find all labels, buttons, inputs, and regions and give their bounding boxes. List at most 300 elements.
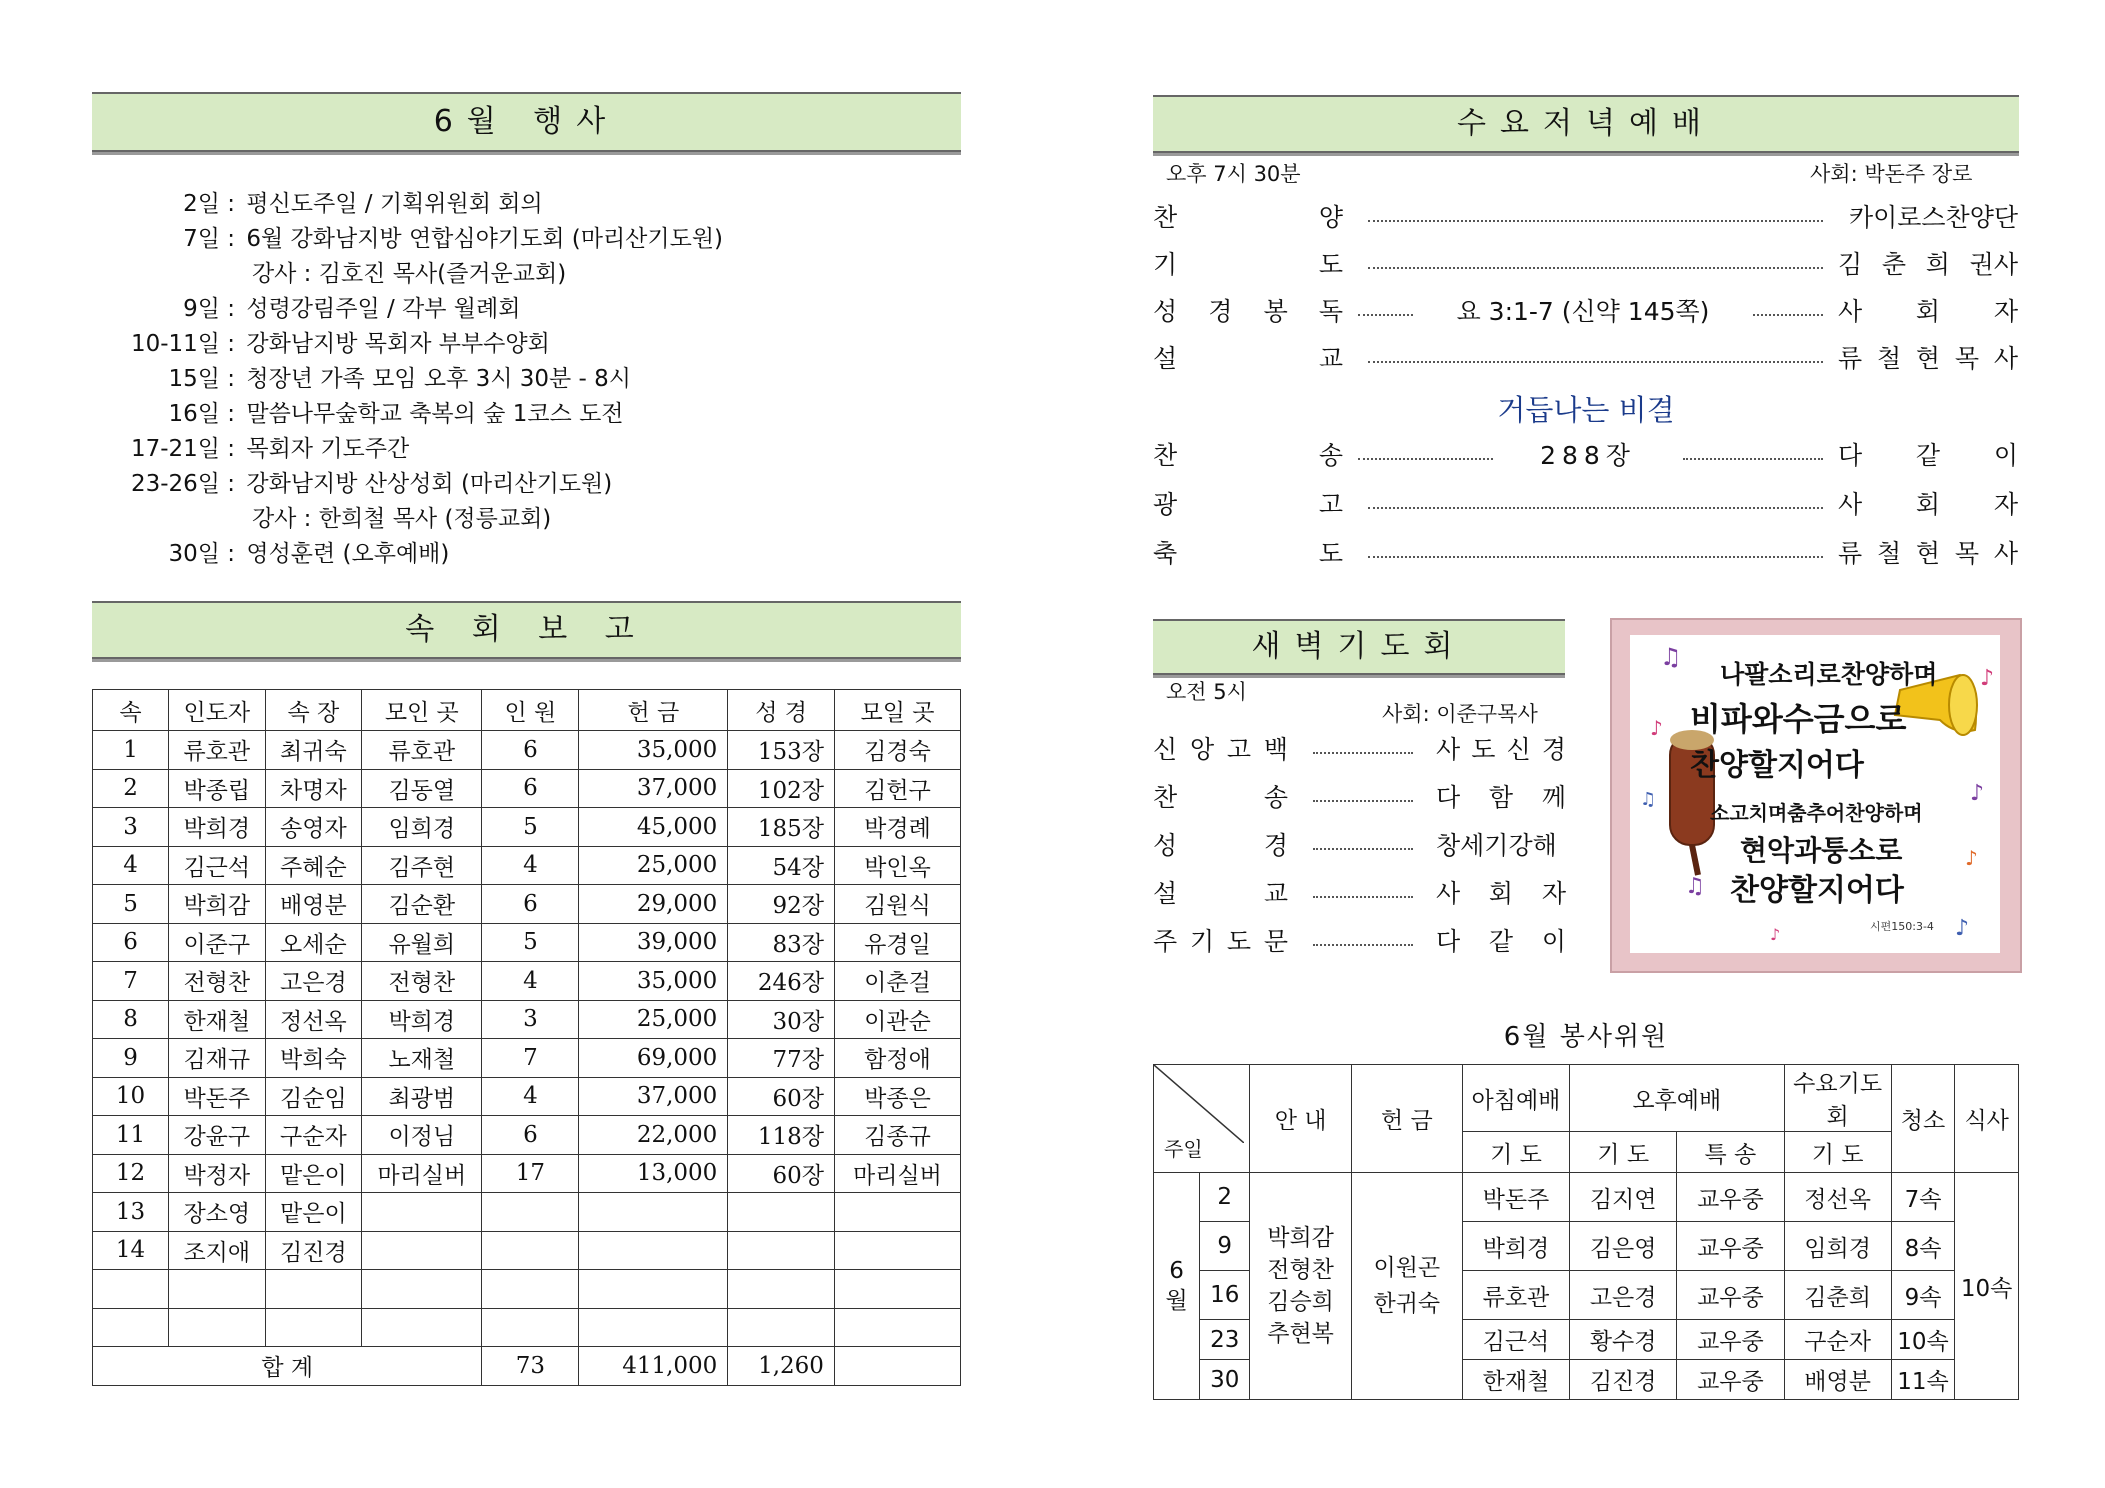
table-cell xyxy=(482,1308,579,1347)
worship-label-char: 설 xyxy=(1153,344,1178,373)
leader-char: 류 xyxy=(1838,539,1863,568)
table-cell: 김종규 xyxy=(834,1116,960,1155)
table-row xyxy=(93,923,961,962)
svg-text:♪: ♪ xyxy=(1650,716,1663,740)
volunteer-cell: 박돈주 xyxy=(1462,1173,1569,1222)
worship-item-label xyxy=(1153,436,1343,472)
table-row xyxy=(93,846,961,885)
worship-item xyxy=(1153,339,2018,383)
table-cell: 전형찬 xyxy=(362,962,482,1001)
event-text: 목회자 기도주간 xyxy=(246,436,410,462)
worship-item-label xyxy=(1153,245,1343,281)
dawn-label-char: 성 xyxy=(1153,831,1178,860)
cell-report-col-header: 성 경 xyxy=(728,690,835,731)
table-cell: 10 xyxy=(93,1077,169,1116)
week-header: 주일 xyxy=(1164,1137,1203,1161)
table-cell: 이관순 xyxy=(834,1000,960,1039)
event-date: 2일 xyxy=(183,191,220,217)
dawn-item-label xyxy=(1153,922,1288,958)
table-cell xyxy=(728,1193,835,1232)
volunteer-cell: 김춘희 xyxy=(1784,1271,1891,1320)
afternoon-pray-sub: 기 도 xyxy=(1570,1132,1677,1173)
event-date: 23-26일 xyxy=(130,471,220,497)
worship-item-leader xyxy=(1838,292,2018,328)
leader-char: 경 xyxy=(1541,735,1566,764)
worship-label-char: 도 xyxy=(1318,539,1343,568)
svg-text:♪: ♪ xyxy=(1980,666,1995,691)
worship-item xyxy=(1153,198,2018,242)
cell-report-col-header: 인도자 xyxy=(169,690,266,731)
volunteer-cell: 정선옥 xyxy=(1784,1173,1891,1222)
table-cell: 5 xyxy=(93,885,169,924)
table-cell: 35,000 xyxy=(579,731,728,770)
table-cell: 11 xyxy=(93,1116,169,1155)
table-cell: 한재철 xyxy=(169,1000,266,1039)
table-row xyxy=(93,769,961,808)
event-item xyxy=(110,397,624,432)
dawn-item-leader xyxy=(1436,730,1566,766)
table-cell: 마리실버 xyxy=(362,1154,482,1193)
table-row xyxy=(93,1077,961,1116)
table-row xyxy=(93,962,961,1001)
table-cell: 박종은 xyxy=(834,1077,960,1116)
worship-item xyxy=(1153,245,2018,289)
volunteers-title: 6월 봉사위원 xyxy=(1503,1022,1669,1052)
event-date: 30일 xyxy=(168,541,220,567)
cell-report-total-row xyxy=(93,1347,961,1386)
wednesday-title: 수요저녁예배 xyxy=(1457,106,1715,141)
leader-char: 이 xyxy=(1541,927,1566,956)
table-cell xyxy=(728,1308,835,1347)
table-cell: 이준구 xyxy=(169,923,266,962)
svg-text:♫: ♫ xyxy=(1685,874,1705,899)
dawn-label-char: 고 xyxy=(1226,735,1252,764)
volunteer-cell: 7속 xyxy=(1891,1173,1955,1222)
meal-cell: 10속 xyxy=(1955,1173,2019,1400)
table-cell: 이춘걸 xyxy=(834,962,960,1001)
svg-text:♪: ♪ xyxy=(1770,925,1781,944)
table-cell xyxy=(93,1308,169,1347)
dawn-item-leader xyxy=(1436,922,1566,958)
table-cell: 조지애 xyxy=(169,1231,266,1270)
june-events-header xyxy=(92,92,961,152)
event-date: 10-11일 xyxy=(130,331,220,357)
table-cell: 37,000 xyxy=(579,1077,728,1116)
table-cell: 마리실버 xyxy=(834,1154,960,1193)
diagonal-line xyxy=(1154,1065,1244,1143)
table-cell xyxy=(362,1270,482,1309)
cell-report-header-row xyxy=(93,690,961,731)
table-cell xyxy=(482,1231,579,1270)
leader-dots xyxy=(1368,220,1823,222)
dawn-item-label xyxy=(1153,826,1288,862)
leader-char: 목 xyxy=(1954,344,1980,373)
total-label: 합 계 xyxy=(93,1347,482,1386)
dawn-item-label xyxy=(1153,874,1288,910)
table-cell: 185장 xyxy=(728,808,835,847)
table-cell: 12 xyxy=(93,1154,169,1193)
table-cell xyxy=(834,1231,960,1270)
leader-char: 목 xyxy=(1954,539,1980,568)
dawn-title: 새벽기도회 xyxy=(1251,629,1467,664)
table-cell: 92장 xyxy=(728,885,835,924)
calligraphy-line-6: 찬양할지어다 xyxy=(1730,873,1904,908)
table-cell: 맡은이 xyxy=(265,1154,362,1193)
table-cell: 9 xyxy=(93,1039,169,1078)
event-colon: : xyxy=(220,226,243,252)
worship-label-char: 봉 xyxy=(1263,297,1288,326)
leader-char: 사 xyxy=(1993,344,2018,373)
table-row xyxy=(93,1193,961,1232)
leader-char: 다 xyxy=(1436,927,1461,956)
worship-item xyxy=(1153,485,2018,529)
dawn-label-char: 신 xyxy=(1153,735,1178,764)
table-row xyxy=(93,1231,961,1270)
worship-item-label xyxy=(1153,198,1343,234)
event-colon: : xyxy=(220,331,243,357)
event-colon xyxy=(220,506,242,532)
event-text: 영성훈련 (오후예배) xyxy=(246,541,450,567)
calligraphy-line-1: 나팔소리로찬양하며 xyxy=(1720,660,1938,689)
worship-item-leader xyxy=(1838,534,2018,570)
table-cell: 6 xyxy=(482,769,579,808)
table-cell: 83장 xyxy=(728,923,835,962)
dawn-item-leader xyxy=(1436,874,1566,910)
dawn-header xyxy=(1153,619,1565,675)
event-item xyxy=(110,327,550,362)
cell-report-col-header: 헌 금 xyxy=(579,690,728,731)
table-cell: 김주현 xyxy=(362,846,482,885)
table-cell xyxy=(834,1270,960,1309)
table-cell: 박정자 xyxy=(169,1154,266,1193)
event-colon: : xyxy=(220,401,243,427)
table-cell: 장소영 xyxy=(169,1193,266,1232)
leader-char: 자 xyxy=(1993,297,2018,326)
dawn-item-label xyxy=(1153,730,1288,766)
svg-text:♪: ♪ xyxy=(1955,916,1970,941)
table-row xyxy=(93,1000,961,1039)
leader-char: 회 xyxy=(1915,490,1941,519)
table-cell: 1 xyxy=(93,731,169,770)
worship-label-char: 기 xyxy=(1153,250,1178,279)
leader-char: 춘 xyxy=(1881,250,1907,279)
table-row xyxy=(93,1154,961,1193)
dawn-label-char: 도 xyxy=(1226,927,1252,956)
table-row xyxy=(93,808,961,847)
volunteers-table xyxy=(1153,1064,2019,1400)
event-text: 강사 : 한희철 목사 (정릉교회) xyxy=(251,506,552,532)
volunteer-cell: 교우중 xyxy=(1677,1222,1784,1271)
table-cell: 최광범 xyxy=(362,1077,482,1116)
worship-label-char: 광 xyxy=(1153,490,1178,519)
event-item xyxy=(110,222,723,257)
afternoon-header: 오후예배 xyxy=(1570,1065,1784,1132)
leader-char: 철 xyxy=(1876,344,1902,373)
table-cell xyxy=(265,1308,362,1347)
leader-dots xyxy=(1753,314,1823,316)
table-cell: 153장 xyxy=(728,731,835,770)
dawn-item-leader xyxy=(1436,826,1566,862)
leader-dots xyxy=(1358,314,1413,316)
worship-label-char: 고 xyxy=(1318,490,1343,519)
leader-char: 이 xyxy=(1993,441,2018,470)
table-cell: 전형찬 xyxy=(169,962,266,1001)
dawn-label-char: 앙 xyxy=(1189,735,1215,764)
dawn-label-char: 백 xyxy=(1263,735,1288,764)
wednesday-header xyxy=(1153,95,2019,153)
wednesday-pray-sub: 기 도 xyxy=(1784,1132,1891,1173)
table-cell: 77장 xyxy=(728,1039,835,1078)
table-cell: 김원식 xyxy=(834,885,960,924)
leader-char: 카이로스찬양단 xyxy=(1848,203,2018,232)
table-row xyxy=(93,1270,961,1309)
table-cell: 13,000 xyxy=(579,1154,728,1193)
volunteer-cell: 한재철 xyxy=(1462,1360,1569,1400)
table-cell: 3 xyxy=(93,808,169,847)
worship-label-char: 성 xyxy=(1153,297,1178,326)
cell-report-title: 속 회 보 고 xyxy=(405,612,648,647)
table-cell xyxy=(834,1193,960,1232)
table-cell: 29,000 xyxy=(579,885,728,924)
volunteer-cell: 30 xyxy=(1200,1360,1250,1400)
table-cell: 박인옥 xyxy=(834,846,960,885)
special-song-sub: 특 송 xyxy=(1677,1132,1784,1173)
leader-dots xyxy=(1368,267,1823,269)
table-cell xyxy=(579,1193,728,1232)
table-cell: 8 xyxy=(93,1000,169,1039)
leader-char: 현 xyxy=(1915,344,1941,373)
table-cell: 류호관 xyxy=(169,731,266,770)
table-cell xyxy=(93,1270,169,1309)
volunteer-cell: 임희경 xyxy=(1784,1222,1891,1271)
table-cell xyxy=(579,1231,728,1270)
svg-text:♪: ♪ xyxy=(1970,781,1985,806)
leader-char: 사 xyxy=(1436,735,1461,764)
cell-report-col-header: 속 xyxy=(93,690,169,731)
table-cell: 박희숙 xyxy=(265,1039,362,1078)
volunteer-cell: 김은영 xyxy=(1570,1222,1677,1271)
table-cell: 3 xyxy=(482,1000,579,1039)
worship-item xyxy=(1153,534,2018,578)
worship-item xyxy=(1153,292,2018,336)
week-header-cell xyxy=(1154,1065,1250,1173)
event-text: 강화남지방 목회자 부부수양회 xyxy=(246,331,550,357)
table-cell: 13 xyxy=(93,1193,169,1232)
calligraphy-image xyxy=(1610,618,2022,973)
table-cell: 4 xyxy=(482,962,579,1001)
volunteer-cell: 2 xyxy=(1200,1173,1250,1222)
leader-char: 창세기강해 xyxy=(1436,831,1557,860)
volunteer-cell: 8속 xyxy=(1891,1222,1955,1271)
worship-item-label xyxy=(1153,292,1343,328)
table-cell: 구순자 xyxy=(265,1116,362,1155)
table-cell: 17 xyxy=(482,1154,579,1193)
event-text: 평신도주일 / 기획위원회 회의 xyxy=(246,191,543,217)
offering-cell: 이원곤 한귀숙 xyxy=(1351,1173,1462,1400)
table-cell: 유월희 xyxy=(362,923,482,962)
worship-item-leader xyxy=(1838,245,2018,281)
leader-char: 신 xyxy=(1506,735,1531,764)
table-cell: 4 xyxy=(482,1077,579,1116)
volunteer-cell: 김진경 xyxy=(1570,1360,1677,1400)
dawn-item xyxy=(1153,874,1565,918)
calligraphy-line-3: 찬양할지어다 xyxy=(1690,748,1864,783)
volunteer-cell: 박희경 xyxy=(1462,1222,1569,1271)
leader-char: 도 xyxy=(1471,735,1496,764)
leader-char: 류 xyxy=(1838,344,1863,373)
worship-item-label xyxy=(1153,485,1343,521)
table-cell xyxy=(482,1270,579,1309)
table-cell: 정선옥 xyxy=(265,1000,362,1039)
leader-char: 다 xyxy=(1838,441,1863,470)
dawn-item xyxy=(1153,730,1565,774)
table-cell: 김순환 xyxy=(362,885,482,924)
dawn-label-char: 설 xyxy=(1153,879,1178,908)
table-cell: 4 xyxy=(482,846,579,885)
leader-dots xyxy=(1358,458,1493,460)
table-cell: 노재철 xyxy=(362,1039,482,1078)
leader-dots xyxy=(1313,800,1413,802)
cell-report-col-header: 모일 곳 xyxy=(834,690,960,731)
worship-item-detail: 요 3:1-7 (신약 145쪽) xyxy=(1456,297,1710,326)
table-cell: 이정님 xyxy=(362,1116,482,1155)
table-cell: 45,000 xyxy=(579,808,728,847)
dawn-label-char: 기 xyxy=(1189,927,1215,956)
table-cell: 102장 xyxy=(728,769,835,808)
table-cell xyxy=(482,1193,579,1232)
leader-char: 사 xyxy=(1838,297,1863,326)
table-cell: 2 xyxy=(93,769,169,808)
table-cell: 39,000 xyxy=(579,923,728,962)
table-cell: 최귀숙 xyxy=(265,731,362,770)
table-cell: 주혜순 xyxy=(265,846,362,885)
sermon-title: 거듭나는 비결 xyxy=(1497,393,1675,427)
dawn-label-char: 문 xyxy=(1263,927,1288,956)
dawn-label-char: 찬 xyxy=(1153,783,1178,812)
dawn-item-label xyxy=(1153,778,1288,814)
calligraphy-line-5: 현악과퉁소로 xyxy=(1740,834,1903,867)
total-offering: 411,000 xyxy=(579,1347,728,1386)
event-text: 말씀나무숲학교 축복의 숲 1코스 도전 xyxy=(246,401,624,427)
cell-report-table xyxy=(92,689,961,1386)
table-cell: 5 xyxy=(482,808,579,847)
calligraphy-line-4: 소고치며춤추어찬양하며 xyxy=(1710,801,1923,825)
worship-label-char: 찬 xyxy=(1153,441,1178,470)
worship-item xyxy=(1153,436,2018,480)
worship-label-char: 독 xyxy=(1318,297,1343,326)
table-cell xyxy=(265,1270,362,1309)
table-cell: 맡은이 xyxy=(265,1193,362,1232)
table-cell: 강윤구 xyxy=(169,1116,266,1155)
june-events-title: 6월 행사 xyxy=(433,104,620,139)
calligraphy-art xyxy=(1630,635,2000,953)
event-item xyxy=(110,362,631,397)
table-cell xyxy=(579,1308,728,1347)
table-cell: 오세순 xyxy=(265,923,362,962)
table-cell: 118장 xyxy=(728,1116,835,1155)
table-cell xyxy=(362,1231,482,1270)
table-cell: 차명자 xyxy=(265,769,362,808)
guide-header: 안 내 xyxy=(1250,1065,1351,1173)
table-cell xyxy=(362,1193,482,1232)
leader-char: 사 xyxy=(1436,879,1461,908)
table-cell: 246장 xyxy=(728,962,835,1001)
worship-item-label xyxy=(1153,534,1343,570)
cell-report-col-header: 인 원 xyxy=(482,690,579,731)
leader-dots xyxy=(1368,507,1823,509)
table-cell: 7 xyxy=(93,962,169,1001)
event-date: 15일 xyxy=(168,366,220,392)
leader-char: 회 xyxy=(1915,297,1941,326)
leader-char: 희 xyxy=(1925,250,1950,279)
dawn-item xyxy=(1153,778,1565,822)
volunteer-cell: 류호관 xyxy=(1462,1271,1569,1320)
event-item xyxy=(110,432,409,467)
svg-text:♪: ♪ xyxy=(1965,846,1978,870)
table-cell: 30장 xyxy=(728,1000,835,1039)
dawn-item xyxy=(1153,922,1565,966)
volunteer-cell: 교우중 xyxy=(1677,1320,1784,1360)
table-cell: 김근석 xyxy=(169,846,266,885)
worship-item-leader xyxy=(1838,198,2018,234)
leader-char: 함 xyxy=(1488,783,1514,812)
worship-item-label xyxy=(1153,339,1343,375)
volunteer-cell: 9속 xyxy=(1891,1271,1955,1320)
table-cell: 6 xyxy=(482,731,579,770)
table-cell xyxy=(579,1270,728,1309)
guide-cell: 박희감 전형찬 김승희 추현복 xyxy=(1250,1173,1351,1400)
event-colon: : xyxy=(220,191,243,217)
leader-char: 회 xyxy=(1488,879,1514,908)
leader-dots xyxy=(1313,944,1413,946)
leader-dots xyxy=(1368,556,1823,558)
volunteer-cell: 교우중 xyxy=(1677,1173,1784,1222)
table-cell: 37,000 xyxy=(579,769,728,808)
dawn-label-char: 경 xyxy=(1263,831,1288,860)
table-cell: 6 xyxy=(482,885,579,924)
event-text: 청장년 가족 모임 오후 3시 30분 - 8시 xyxy=(246,366,632,392)
table-cell: 김경숙 xyxy=(834,731,960,770)
event-item xyxy=(110,187,543,222)
volunteer-cell: 10속 xyxy=(1891,1320,1955,1360)
volunteer-cell: 9 xyxy=(1200,1222,1250,1271)
total-bible: 1,260 xyxy=(728,1347,835,1386)
worship-item-leader xyxy=(1838,339,2018,375)
worship-label-char: 경 xyxy=(1208,297,1233,326)
table-cell xyxy=(169,1308,266,1347)
morning-header: 아침예배 xyxy=(1462,1065,1569,1132)
calligraphy-ref: 시편150:3-4 xyxy=(1870,920,1934,933)
month-cell: 6 월 xyxy=(1154,1173,1200,1400)
table-row xyxy=(93,1039,961,1078)
event-date: 16일 xyxy=(168,401,220,427)
worship-item-leader xyxy=(1838,485,2018,521)
volunteer-cell: 교우중 xyxy=(1677,1360,1784,1400)
table-cell: 임희경 xyxy=(362,808,482,847)
volunteer-cell: 23 xyxy=(1200,1320,1250,1360)
table-cell: 4 xyxy=(93,846,169,885)
event-colon xyxy=(220,261,242,287)
table-row xyxy=(93,1116,961,1155)
clean-header: 청소 xyxy=(1891,1065,1955,1173)
leader-dots xyxy=(1368,361,1823,363)
table-cell: 25,000 xyxy=(579,1000,728,1039)
dawn-label-char: 교 xyxy=(1263,879,1288,908)
volunteer-cell: 김지연 xyxy=(1570,1173,1677,1222)
table-cell: 60장 xyxy=(728,1154,835,1193)
table-row xyxy=(93,885,961,924)
worship-item-detail: 288장 xyxy=(1540,441,1636,470)
